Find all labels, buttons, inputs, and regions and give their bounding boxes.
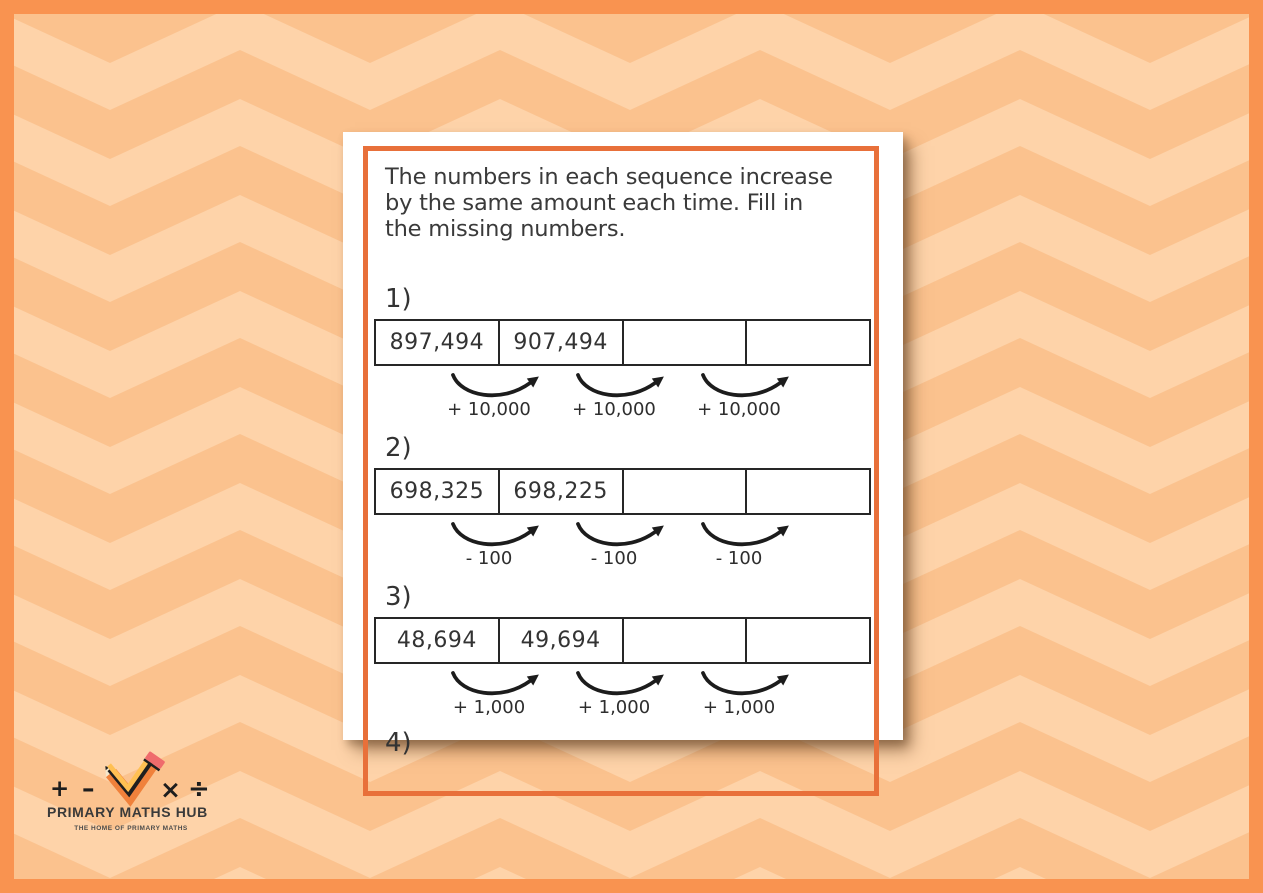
blank-cell	[745, 619, 869, 662]
divide-symbol: ÷	[188, 774, 210, 804]
number-strip	[374, 319, 871, 366]
step-label: + 1,000	[577, 697, 651, 718]
blank-cell	[622, 619, 746, 662]
step-label: + 10,000	[697, 399, 781, 420]
number-strip	[374, 617, 871, 664]
step-label: - 100	[465, 548, 513, 569]
blank-cell	[745, 321, 869, 364]
worksheet-page	[343, 132, 903, 758]
step-label: + 1,000	[452, 697, 526, 718]
number-cell: 897,494	[389, 330, 485, 355]
instruction-line: the missing numbers.	[385, 216, 626, 242]
pencil-check-icon	[103, 753, 163, 803]
number-cell: 49,694	[498, 619, 622, 662]
number-cell: 48,694	[396, 628, 477, 653]
number-cell: 698,225	[498, 470, 622, 513]
instruction-line: by the same amount each time. Fill in	[385, 190, 804, 216]
times-symbol: ×	[160, 775, 181, 804]
sequence-4-label-partial: 4)	[385, 728, 412, 758]
sequence-section-1	[343, 284, 903, 432]
sequence-section-3	[343, 582, 903, 730]
step-label: + 1,000	[702, 697, 776, 718]
sequence-label: 3)	[385, 582, 412, 612]
logo-tagline: THE HOME OF PRIMARY MATHS	[74, 825, 188, 832]
step-label: - 100	[715, 548, 763, 569]
step-label: + 10,000	[447, 399, 531, 420]
sequence-label: 2)	[385, 433, 412, 463]
number-cell: 698,325	[389, 479, 485, 504]
step-label: + 10,000	[572, 399, 656, 420]
sequence-label: 1)	[385, 284, 412, 314]
blank-cell	[622, 321, 746, 364]
logo-title: PRIMARY MATHS HUB	[47, 804, 208, 820]
worksheet-instructions	[385, 164, 885, 242]
number-cell: 907,494	[498, 321, 622, 364]
blank-cell	[745, 470, 869, 513]
blank-cell	[622, 470, 746, 513]
sequence-section-2	[343, 433, 903, 581]
instruction-line: The numbers in each sequence increase	[385, 164, 833, 190]
step-label: - 100	[590, 548, 638, 569]
plus-symbol: +	[50, 776, 70, 802]
number-strip	[374, 468, 871, 515]
minus-symbol: –	[82, 774, 95, 803]
